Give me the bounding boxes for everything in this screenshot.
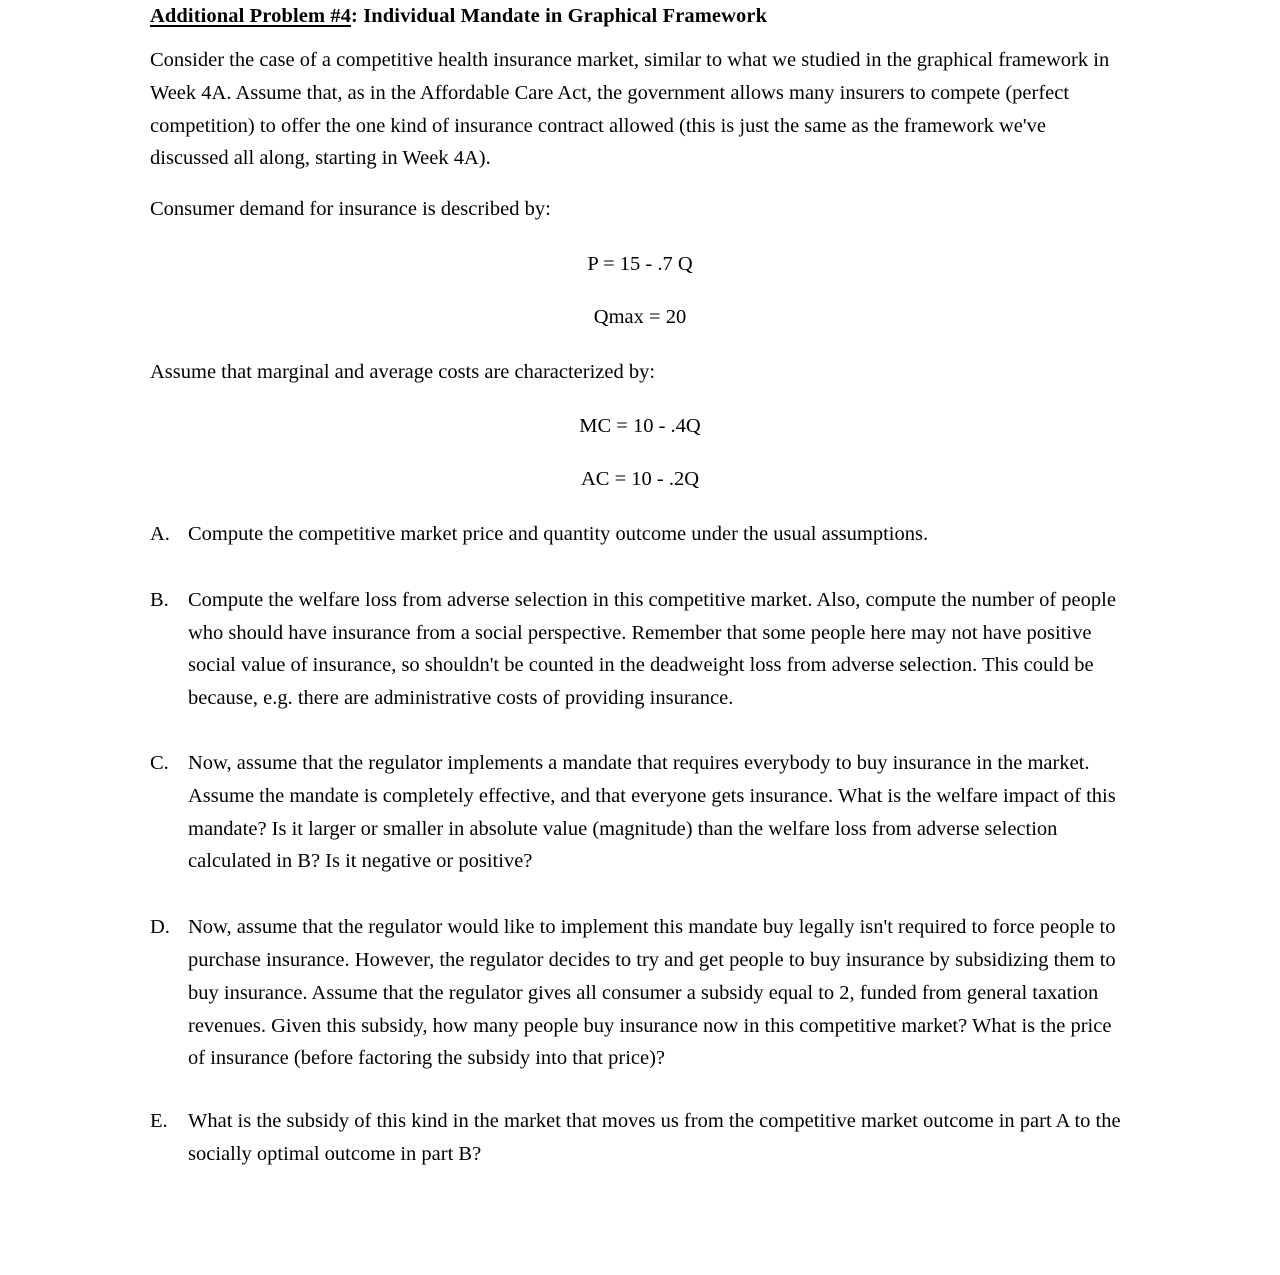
list-item-marker: D. xyxy=(150,916,170,939)
list-item xyxy=(150,911,1133,1075)
list-item-text: Now, assume that the regulator implements a mandate that requires everybody to buy insurance in the market. Assume the mandate is completely effective, and that everyone gets insurance. What is the welfare impact of this mandate? Is it larger or smaller in absolute value (magnitude) than the welfare loss from adverse selection calculated in B? Is it negative or positive? xyxy=(188,751,1116,873)
demand-lead-in: Consumer demand for insurance is described by: xyxy=(150,198,551,221)
demand-equation-price: P = 15 - .7 Q xyxy=(587,252,693,275)
list-item-marker: C. xyxy=(150,751,169,774)
cost-equation-average: AC = 10 - .2Q xyxy=(580,468,700,491)
page-title-underlined-part: Additional Problem #4 xyxy=(150,5,352,27)
list-item-text: Now, assume that the regulator would like to implement this mandate buy legally isn't required to force people to purchase insurance. However, the regulator decides to try and get people to buy insurance by subsidizing them to buy insurance. Assume that the regulator gives all consumer a subsidy equal to 2, funded from general taxation revenues. Given this subsidy, how many people buy insurance now in this competitive market? What is the price of insurance (before factoring the subsidy into that price)? xyxy=(188,916,1116,1070)
demand-equation-group xyxy=(150,248,1130,334)
list-item xyxy=(150,584,1133,715)
list-item-marker: A. xyxy=(150,522,170,545)
list-item-text: Compute the welfare loss from adverse selection in this competitive market. Also, compute the number of people who should have insurance from a social perspective. Remember that some people here may not have positive social value of insurance, so shouldn't be counted in the deadweight loss from adverse selection. This could be because, e.g. there are administrative costs of providing insurance. xyxy=(188,588,1116,710)
list-item xyxy=(150,1105,1133,1171)
page-title xyxy=(150,2,1130,30)
cost-lead-in: Assume that marginal and average costs are characterized by: xyxy=(150,360,656,383)
list-item-marker: E. xyxy=(150,1110,168,1133)
document-content xyxy=(150,2,1130,1171)
intro-paragraph: Consider the case of a competitive health insurance market, similar to what we studied in the graphical framework in Week 4A. Assume that, as in the Affordable Care Act, the government allows many insurers to compete (perfect competition) to offer the one kind of insurance contract allowed (this is just the same as the framework we've discussed all along, starting in Week 4A). xyxy=(150,49,1110,170)
list-item-text: What is the subsidy of this kind in the market that moves us from the competitive market outcome in part A to the socially optimal outcome in part B? xyxy=(188,1110,1121,1165)
page-title-rest: : Individual Mandate in Graphical Framework xyxy=(351,5,768,27)
cost-equation-marginal: MC = 10 - .4Q xyxy=(579,415,701,438)
question-list xyxy=(150,518,1130,1171)
list-item xyxy=(150,518,1133,551)
list-item xyxy=(150,747,1133,878)
cost-equation-group xyxy=(150,410,1130,496)
list-item-text: Compute the competitive market price and quantity outcome under the usual assumptions. xyxy=(188,522,929,545)
demand-equation-qmax: Qmax = 20 xyxy=(593,305,687,328)
list-item-marker: B. xyxy=(150,588,169,611)
